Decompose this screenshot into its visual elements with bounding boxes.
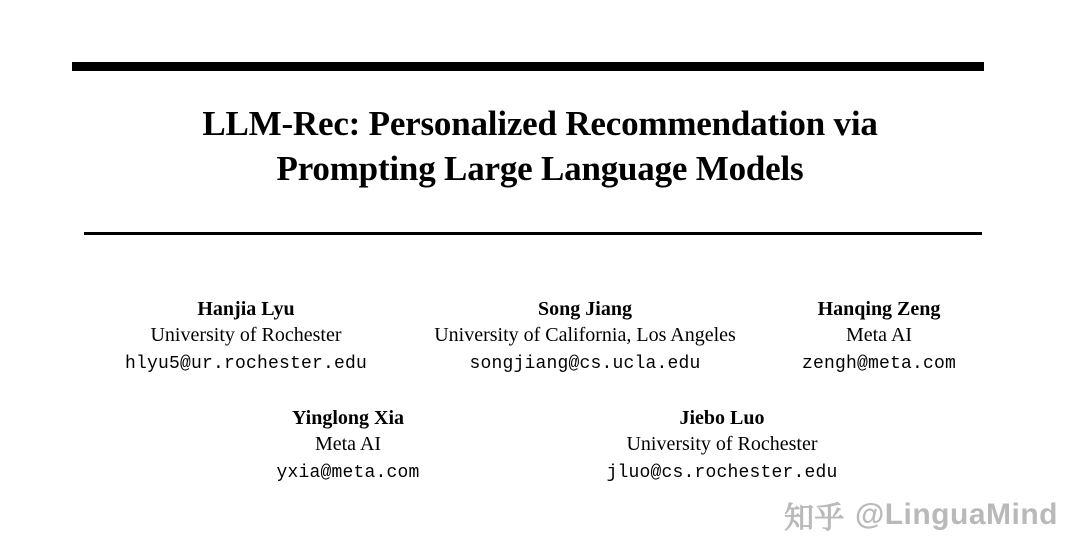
author-name: Yinglong Xia	[291, 407, 405, 429]
author-email[interactable]: zengh@meta.com	[801, 353, 957, 374]
author-email[interactable]: hlyu5@ur.rochester.edu	[124, 353, 368, 374]
author-block	[562, 405, 882, 486]
author-row-second	[0, 405, 1080, 486]
author-block	[759, 296, 999, 377]
author-affiliation: University of Rochester	[626, 433, 818, 456]
author-name: Hanjia Lyu	[197, 298, 295, 320]
author-email[interactable]: jluo@cs.rochester.edu	[606, 462, 838, 483]
author-block	[411, 296, 759, 377]
title-bottom-rule	[84, 232, 982, 235]
author-email[interactable]: songjiang@cs.ucla.edu	[469, 353, 701, 374]
page-title-line-1: LLM-Rec: Personalized Recommendation via	[202, 104, 878, 143]
author-affiliation: Meta AI	[314, 433, 382, 456]
watermark-handle: @LinguaMind	[854, 498, 1058, 531]
author-name: Jiebo Luo	[679, 407, 765, 429]
author-row-first	[0, 296, 1080, 377]
author-name: Hanqing Zeng	[817, 298, 941, 320]
page-title-line-2: Prompting Large Language Models	[276, 148, 804, 188]
zhihu-logo: 知乎	[783, 502, 845, 535]
author-affiliation: University of California, Los Angeles	[434, 324, 736, 347]
author-block	[198, 405, 498, 486]
author-affiliation: University of Rochester	[150, 324, 342, 347]
author-name: Song Jiang	[538, 298, 632, 320]
page-title	[60, 102, 1020, 192]
title-top-rule	[72, 62, 984, 71]
watermark	[784, 493, 1058, 537]
author-block	[81, 296, 411, 377]
author-affiliation: Meta AI	[845, 324, 913, 347]
author-email[interactable]: yxia@meta.com	[276, 462, 420, 483]
